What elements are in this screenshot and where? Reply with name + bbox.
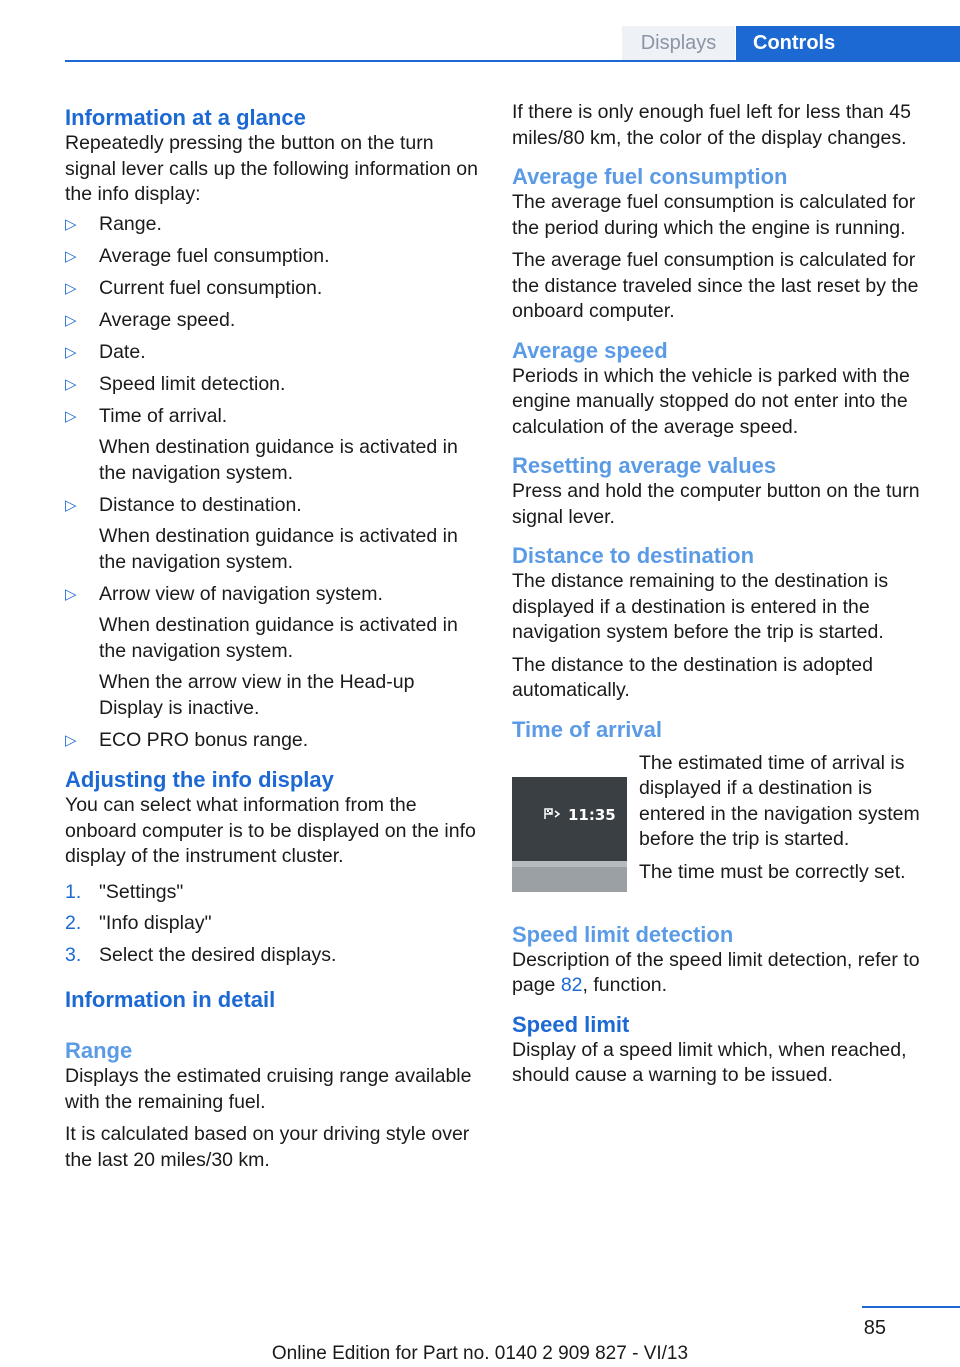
step-item — [65, 943, 480, 969]
info-bullet-list — [65, 212, 480, 754]
paragraph-range-2: It is calculated based on your driving style over the last 20 miles/30 km. — [65, 1123, 470, 1171]
destination-flag-icon — [544, 808, 562, 820]
list-item-text: Range. — [99, 212, 162, 235]
sld-text-pre: Description of the speed limit detection, refer to page — [512, 948, 920, 996]
triangle-bullet-icon: ▷ — [65, 343, 77, 361]
heading-info-at-a-glance: Information at a glance — [65, 105, 306, 130]
tab-displays[interactable]: Displays — [622, 26, 735, 60]
heading-range: Range — [65, 1038, 133, 1063]
list-item-note: When destination guidance is activated in the navigation system. — [99, 614, 458, 662]
paragraph-adjust: You can select what information from the onboard computer is to be displayed on the info display of the instrument cluster. — [65, 794, 476, 867]
page-link-82[interactable]: 82 — [560, 974, 583, 996]
paragraph-arrival-2: The time must be correctly set. — [639, 860, 906, 883]
list-item-note: When the arrow view in the Head-up Display is inactive. — [99, 671, 415, 719]
triangle-bullet-icon: ▷ — [65, 311, 77, 329]
tab-controls[interactable]: Controls — [736, 26, 960, 61]
right-column — [512, 101, 932, 1089]
list-item-text: Time of arrival. — [99, 404, 228, 427]
heading-distance-to-destination: Distance to destination — [512, 543, 755, 568]
step-number: 2. — [65, 912, 82, 934]
header-rule — [65, 60, 960, 62]
heading-time-of-arrival: Time of arrival — [512, 716, 662, 742]
list-item — [65, 372, 480, 398]
heading-speed-limit: Speed limit — [512, 1011, 630, 1037]
triangle-bullet-icon: ▷ — [65, 375, 77, 393]
heading-information-in-detail: Information in detail — [65, 987, 276, 1012]
paragraph-avgspeed: Periods in which the vehicle is parked with the engine manually stopped do not enter into the calculation of the average speed. — [512, 364, 910, 438]
list-item — [65, 340, 480, 366]
paragraph-dist-1: The distance remaining to the destination is displayed if a destination is entered in the navigation system before the trip is started. — [512, 570, 889, 643]
footer-rule — [862, 1306, 960, 1308]
list-item-text: Date. — [99, 340, 146, 363]
triangle-bullet-icon: ▷ — [65, 585, 77, 603]
paragraph-glance: Repeatedly pressing the button on the turn signal lever calls up the following information on the info display: — [65, 132, 478, 205]
list-item — [65, 212, 480, 238]
triangle-bullet-icon: ▷ — [65, 407, 77, 425]
display-lower — [512, 867, 627, 892]
arrival-time-readout: 11:35 — [568, 805, 616, 824]
list-item-text: Speed limit detection. — [99, 372, 286, 395]
paragraph-arrival-1: The estimated time of arrival is displayed if a destination is entered in the navigation system before the trip is started. — [639, 751, 920, 850]
paragraph-speed-limit: Display of a speed limit which, when reached, should cause a warning to be issued. — [512, 1038, 907, 1086]
step-number: 1. — [65, 880, 82, 903]
heading-average-speed: Average speed — [512, 337, 668, 363]
sld-text-post: , function. — [582, 974, 668, 996]
list-item-note: When destination guidance is activated in the navigation system. — [99, 436, 458, 484]
heading-resetting-average-values: Resetting average values — [512, 453, 777, 478]
list-item-text: Average fuel consumption. — [99, 244, 330, 267]
list-item-text: Average speed. — [99, 308, 236, 331]
step-text: "Settings" — [99, 880, 184, 903]
list-item — [65, 582, 480, 722]
triangle-bullet-icon: ▷ — [65, 215, 77, 233]
triangle-bullet-icon: ▷ — [65, 247, 77, 265]
list-item — [65, 404, 480, 487]
list-item — [65, 276, 480, 302]
paragraph-fuel-warning: If there is only enough fuel left for less than 45 miles/80 km, the color of the display changes. — [512, 101, 911, 149]
triangle-bullet-icon: ▷ — [65, 731, 77, 749]
paragraph-avgfuel-2: The average fuel consumption is calculated for the distance traveled since the last reset by the onboard computer. — [512, 249, 919, 322]
step-text: "Info display" — [99, 912, 212, 934]
list-item-text: Arrow view of navigation system. — [99, 582, 383, 605]
edition-footer: Online Edition for Part no. 0140 2 909 827 - VI/13 — [271, 1343, 689, 1364]
arrival-text — [639, 751, 929, 886]
heading-average-fuel-consumption: Average fuel consumption — [512, 164, 788, 189]
paragraph-dist-2: The distance to the destination is adopted automatically. — [512, 653, 873, 701]
step-number: 3. — [65, 943, 82, 966]
paragraph-range-1: Displays the estimated cruising range available with the remaining fuel. — [65, 1065, 472, 1113]
list-item-text: Distance to destination. — [99, 493, 302, 516]
heading-speed-limit-detection: Speed limit detection — [512, 921, 734, 947]
list-item — [65, 244, 480, 270]
paragraph-avgfuel-1: The average fuel consumption is calculated for the period during which the engine is running. — [512, 191, 916, 239]
list-item — [65, 493, 480, 576]
triangle-bullet-icon: ▷ — [65, 279, 77, 297]
step-text: Select the desired displays. — [99, 943, 337, 966]
page-number: 85 — [863, 1317, 886, 1339]
paragraph-sld — [512, 948, 932, 999]
triangle-bullet-icon: ▷ — [65, 496, 77, 514]
left-column — [65, 104, 480, 1173]
list-item — [65, 728, 480, 754]
step-item — [65, 911, 480, 937]
step-item — [65, 880, 480, 906]
steps-list — [65, 880, 480, 969]
arrival-display-image — [512, 777, 627, 892]
list-item — [65, 308, 480, 334]
arrival-figure — [512, 751, 932, 901]
list-item-text: ECO PRO bonus range. — [99, 728, 309, 751]
heading-adjusting-info-display: Adjusting the info display — [65, 767, 334, 792]
list-item-text: Current fuel consumption. — [99, 276, 323, 299]
paragraph-reset: Press and hold the computer button on the turn signal lever. — [512, 480, 920, 528]
list-item-note: When destination guidance is activated in the navigation system. — [99, 525, 458, 573]
